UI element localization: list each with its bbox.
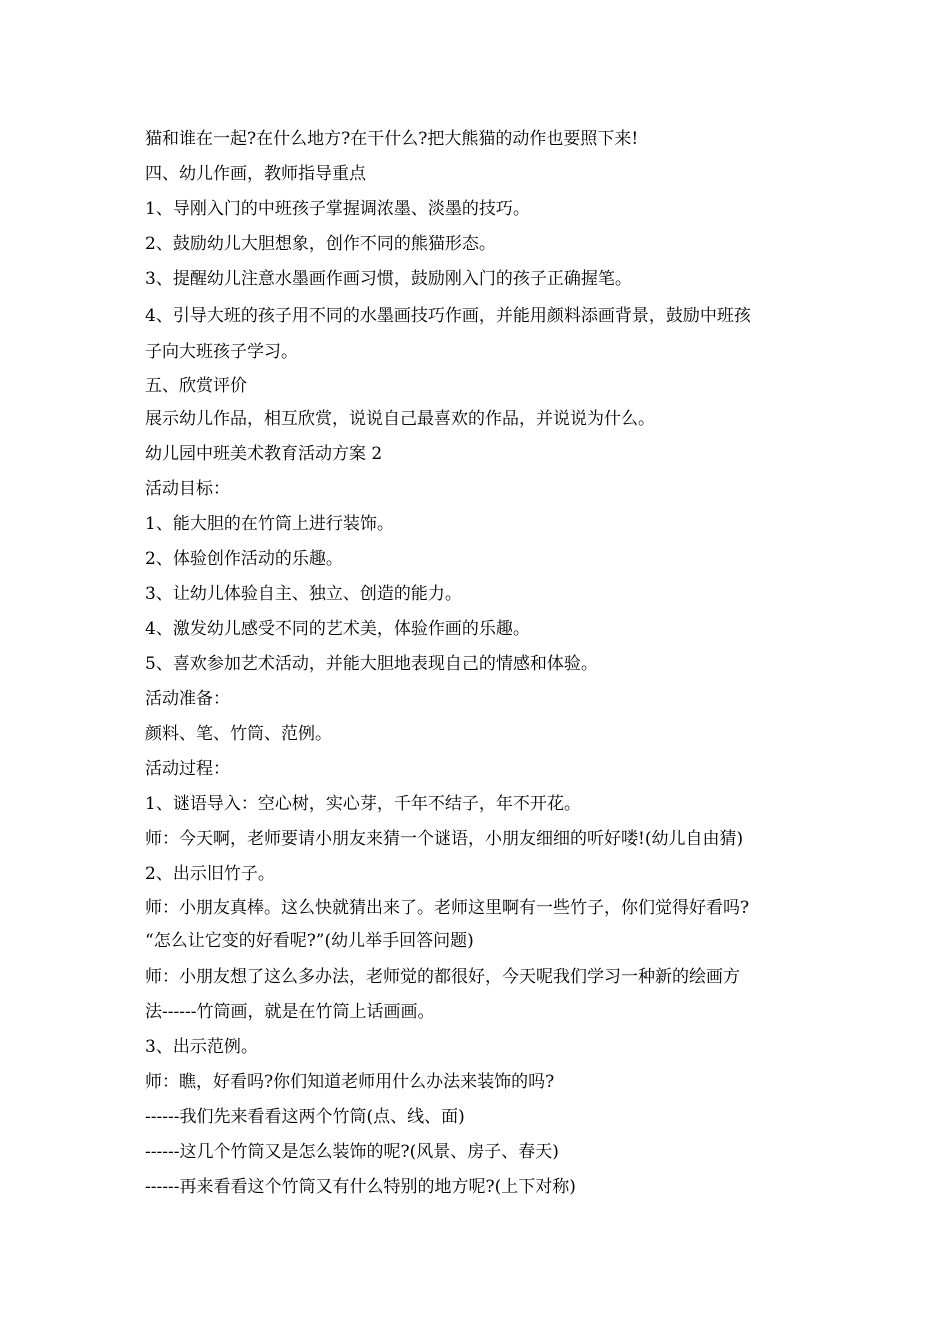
list-item: 2、出示旧竹子。 (145, 864, 275, 884)
list-item-continuation: 子向大班孩子学习。 (145, 342, 298, 362)
document-title: 幼儿园中班美术教育活动方案 2 (145, 444, 383, 464)
text-line: 猫和谁在一起?在什么地方?在干什么?把大熊猫的动作也要照下来! (145, 129, 639, 149)
section-heading: 活动目标： (145, 479, 230, 499)
list-item: 4、引导大班的孩子用不同的水墨画技巧作画，并能用颜料添画背景，鼓励中班孩 (145, 306, 751, 326)
list-item: 3、让幼儿体验自主、独立、创造的能力。 (145, 584, 462, 604)
text-line: “怎么让它变的好看呢?”(幼儿举手回答问题) (145, 931, 474, 951)
text-line: 展示幼儿作品，相互欣赏，说说自己最喜欢的作品，并说说为什么。 (145, 409, 655, 429)
text-line: 师：今天啊，老师要请小朋友来猜一个谜语，小朋友细细的听好喽!(幼儿自由猜) (145, 829, 744, 849)
text-line: ------再来看看这个竹筒又有什么特别的地方呢?(上下对称) (145, 1177, 576, 1197)
section-heading: 活动过程： (145, 759, 230, 779)
list-item: 1、能大胆的在竹筒上进行装饰。 (145, 514, 394, 534)
section-heading: 五、欣赏评价 (145, 376, 247, 396)
list-item: 4、激发幼儿感受不同的艺术美，体验作画的乐趣。 (145, 619, 530, 639)
text-line: 师：瞧，好看吗?你们知道老师用什么办法来装饰的吗? (145, 1072, 555, 1092)
text-line: ------这几个竹筒又是怎么装饰的呢?(风景、房子、春天) (145, 1142, 559, 1162)
text-line: 颜料、笔、竹筒、范例。 (145, 724, 332, 744)
section-heading: 四、幼儿作画，教师指导重点 (145, 164, 366, 184)
document-body (145, 122, 815, 1205)
list-item: 3、提醒幼儿注意水墨画作画习惯，鼓励刚入门的孩子正确握笔。 (145, 269, 632, 289)
list-item: 5、喜欢参加艺术活动，并能大胆地表现自己的情感和体验。 (145, 654, 598, 674)
text-line: 师：小朋友想了这么多办法，老师觉的都很好，今天呢我们学习一种新的绘画方 (145, 967, 740, 987)
text-line-continuation: 法------竹筒画，就是在竹筒上话画画。 (145, 1002, 435, 1022)
section-heading: 活动准备： (145, 689, 230, 709)
list-item: 2、鼓励幼儿大胆想象，创作不同的熊猫形态。 (145, 234, 496, 254)
text-line: 师：小朋友真棒。这么快就猜出来了。老师这里啊有一些竹子，你们觉得好看吗? (145, 898, 750, 918)
text-line: ------我们先来看看这两个竹筒(点、线、面) (145, 1107, 465, 1127)
list-item: 1、导刚入门的中班孩子掌握调浓墨、淡墨的技巧。 (145, 199, 530, 219)
list-item: 1、谜语导入：空心树，实心芽，千年不结子，年不开花。 (145, 794, 581, 814)
list-item: 3、出示范例。 (145, 1037, 258, 1057)
list-item: 2、体验创作活动的乐趣。 (145, 549, 343, 569)
